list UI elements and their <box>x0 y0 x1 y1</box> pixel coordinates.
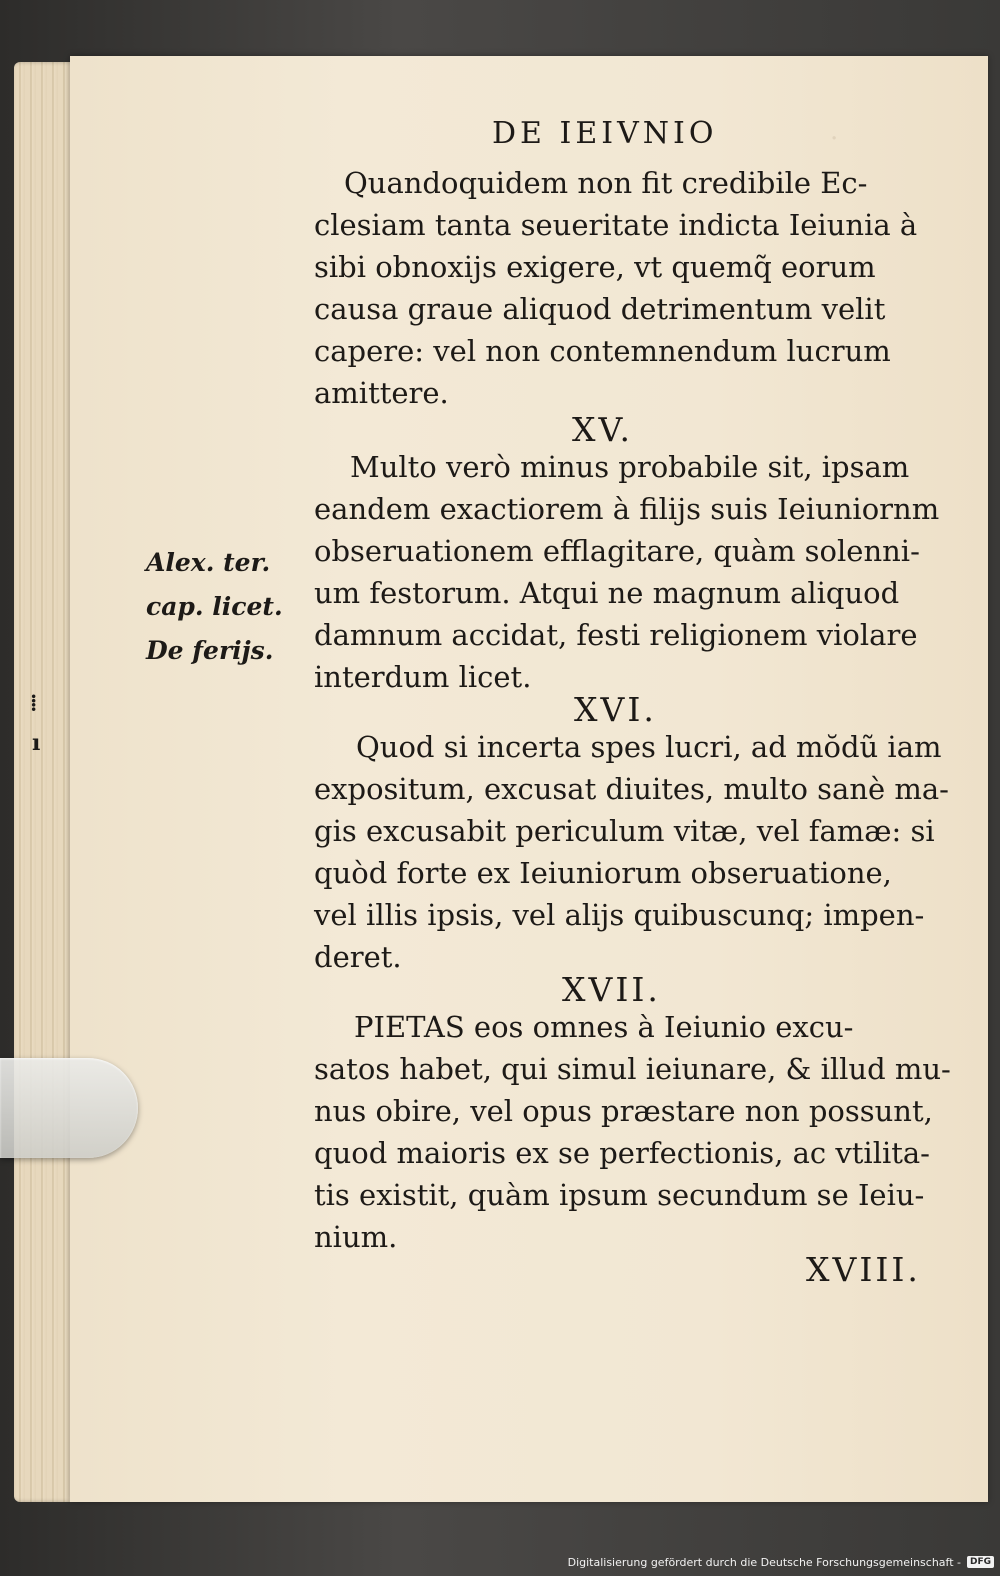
text-line: gis excusabit periculum vitæ, vel famæ: si <box>314 814 935 848</box>
text-line: quod maioris ex se perfectionis, ac vtilita- <box>314 1136 930 1170</box>
text-line: amittere. <box>314 376 449 410</box>
text-line: interdum licet. <box>314 660 532 694</box>
text-line: Quod si incerta spes lucri, ad mŏdũ iam <box>356 730 942 764</box>
edge-mark: ⁞ <box>30 690 38 716</box>
section-numeral: XVII. <box>562 970 661 1009</box>
text-line: expositum, excusat diuites, multo sanè ma- <box>314 772 949 806</box>
text-line: satos habet, qui simul ieiunare, & illud mu- <box>314 1052 951 1086</box>
text-line: tis existit, quàm ipsum secundum se Ieiu- <box>314 1178 925 1212</box>
edge-mark: ı <box>32 730 41 756</box>
text-line: PIETAS eos omnes à Ieiunio excu- <box>354 1010 854 1044</box>
text-line: um festorum. Atqui ne magnum aliquod <box>314 576 900 610</box>
margin-note-line: Alex. ter. <box>146 548 271 577</box>
page-clip-tab <box>0 1058 138 1158</box>
text-line: deret. <box>314 940 402 974</box>
text-line: quòd forte ex Ieiuniorum obseruatione, <box>314 856 892 890</box>
text-line: eandem exactiorem à filijs suis Ieiuniornm <box>314 492 940 526</box>
text-line: sibi obnoxijs exigere, vt quemq̃ eorum <box>314 250 876 284</box>
margin-note-line: De ferijs. <box>146 636 274 665</box>
section-numeral: XV. <box>572 410 634 449</box>
dfg-logo: DFG <box>967 1556 994 1568</box>
text-line: Quandoquidem non fit credibile Ec- <box>344 166 868 200</box>
text-line: causa graue aliquod detrimentum velit <box>314 292 886 326</box>
text-line: Multo verò minus probabile sit, ipsam <box>350 450 910 484</box>
text-line: vel illis ipsis, vel alijs quibuscunq; impen- <box>314 898 925 932</box>
footer-credit-text: Digitalisierung gefördert durch die Deutsche Forschungsgemeinschaft - <box>567 1555 961 1569</box>
running-head: DE IEIVNIO <box>492 116 718 151</box>
text-line: clesiam tanta seueritate indicta Ieiunia à <box>314 208 918 242</box>
text-line: damnum accidat, festi religionem violare <box>314 618 918 652</box>
text-line: nus obire, vel opus præstare non possunt, <box>314 1094 933 1128</box>
text-line: obseruationem efflagitare, quàm solenni- <box>314 534 920 568</box>
footer-credit-bar <box>567 1551 1000 1573</box>
show-through-text: . <box>830 116 839 146</box>
section-numeral: XVI. <box>574 690 657 729</box>
text-line: nium. <box>314 1220 398 1254</box>
margin-note-line: cap. licet. <box>146 592 283 621</box>
text-line: capere: vel non contemnendum lucrum <box>314 334 891 368</box>
catchword: XVIII. <box>806 1250 921 1289</box>
